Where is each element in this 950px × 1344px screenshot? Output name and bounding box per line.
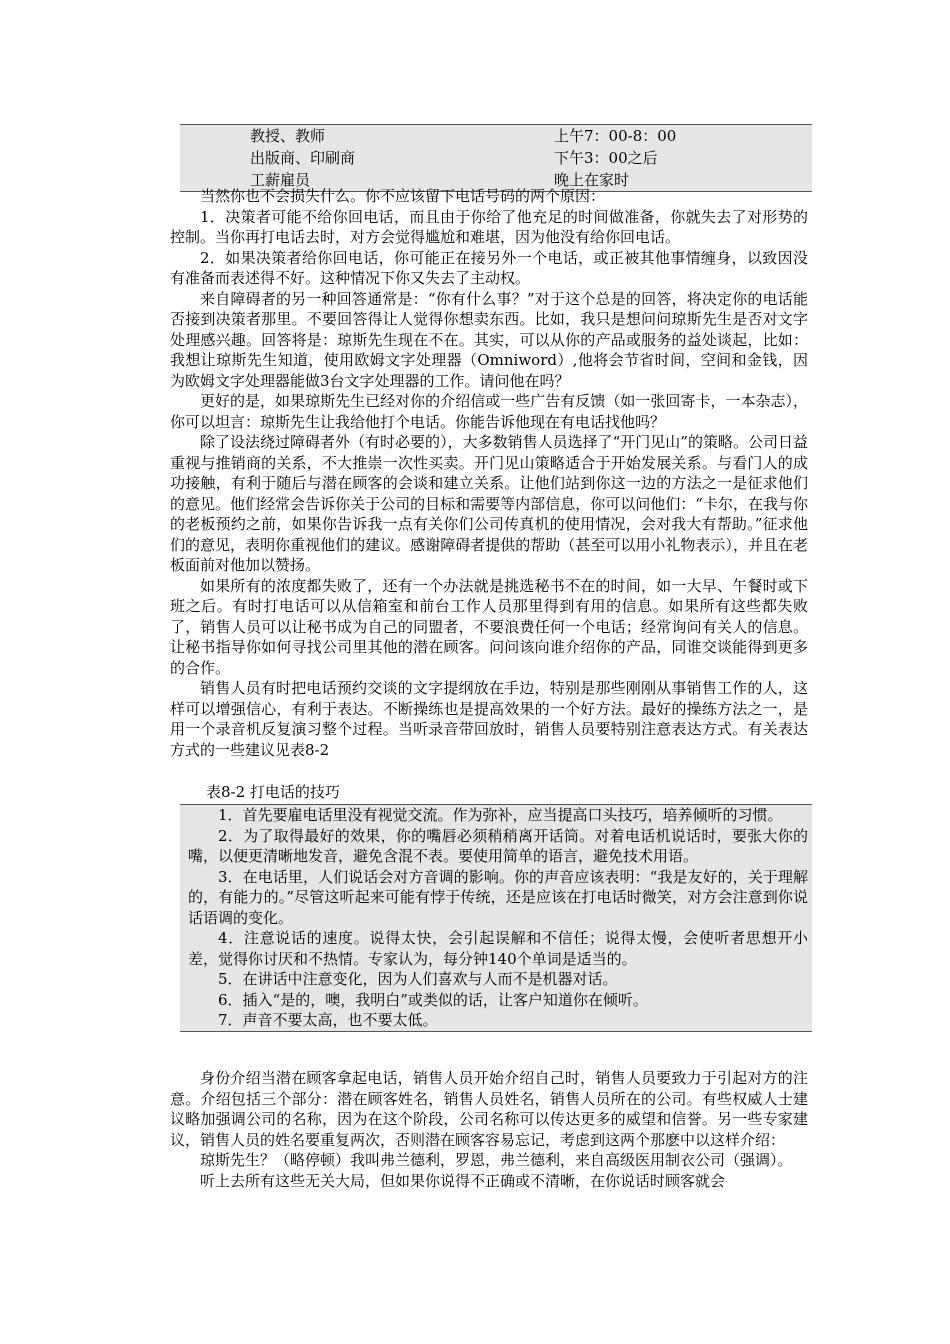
paragraph: 除了设法绕过障碍者外（有时必要的），大多数销售人员选择了“开门见山”的策略。公司日益重视与推销商的关系，不大推崇一次性买卖。开门见山策略适合于开始发展关系。与看门人的成功接触，有利于随后与潜在顾客的会谈和建立关系。让他们站到你这一边的方法之一是征求他们的意见。他们经常会告诉你关于公司的目标和需要等内部信息，你可以问他们：“卡尔，在我与你的老板预约之前，如果你告诉我一点有关你们公司传真机的使用情况，会对我大有帮助。”征求他们的意见，表明你重视他们的建议。感谢障碍者提供的帮助（甚至可以用小礼物表示），并且在老板面前对他加以赞扬。	[170, 433, 808, 574]
tip-item: 5．在讲话中注意变化，因为人们喜欢与人而不是机器对话。	[218, 970, 618, 988]
paragraph: 身份介绍当潜在顾客拿起电话，销售人员开始介绍自己时，销售人员要致力于引起对方的注意。介绍包括三个部分：潜在顾客姓名，销售人员姓名，销售人员所在的公司。有些权威人士建议略加强调公司的名称，因为在这个阶段，公司名称可以传达更多的威望和信誉。另一些专家建议，销售人员的姓名要重复两次，否则潜在顾客容易忘记，考虑到这两个那麽中以这样介绍：	[170, 1069, 808, 1149]
paragraph: 琼斯先生？（略停顿）我叫弗兰德利，罗恩，弗兰德利，来自高级医用制衣公司（强调）。	[200, 1151, 793, 1169]
tip-item: 6．插入“是的，噢，我明白”或类似的话，让客户知道你在倾听。	[218, 990, 648, 1009]
schedule-table	[180, 124, 812, 192]
paragraph: 1．决策者可能不给你回电话，而且由于你给了他充足的时间做准备，你就失去了对形势的控制。当你再打电话去时，对方会觉得尴尬和难堪，因为他没有给你回电话。	[170, 207, 808, 246]
phone-tips-table	[180, 804, 812, 1032]
table-row	[180, 125, 812, 147]
paragraph: 当然你也不会损失什么。你不应该留下电话号码的两个原因：	[200, 187, 606, 205]
table-cell-when: 晚上在家时	[554, 171, 630, 189]
paragraph: 如果所有的浓度都失败了，还有一个办法就是挑选秘书不在的时间，如一大早、午餐时或下班之后。有时打电话可以从信箱室和前台工作人员那里得到有用的信息。如果所有这些都失败了，销售人员可以让秘书成为自己的同盟者，不要浪费任何一个电话；经常询问有关人的信息。让秘书指导你如何寻找公司里其他的潜在顾客。问问该向谁介绍你的产品，同谁交谈能得到更多的合作。	[170, 576, 808, 677]
table-cell-who: 出版商、印刷商	[250, 149, 356, 167]
body-section-1	[170, 186, 808, 760]
paragraph: 听上去所有这些无关大局，但如果你说得不正确或不清晰，在你说话时顾客就会	[200, 1171, 726, 1190]
paragraph: 2．如果决策者给你回电话，你可能正在接另外一个电话，或正被其他事情缠身，以致因没有准备而表述得不好。这种情况下你又失去了主动权。	[170, 248, 808, 287]
tip-item: 2．为了取得最好的效果，你的嘴唇必须稍稍离开话筒。对着电话机说话时，要张大你的嘴，以便更清晰地发音，避免含混不表。要使用简单的语言，避免技术用语。	[188, 826, 808, 865]
body-section-2	[170, 1068, 808, 1191]
paragraph: 来自障碍者的另一种回答通常是：“你有什么事？”对于这个总是的回答，将决定你的电话能否接到决策者那里。不要回答得让人觉得你想卖东西。比如，我只是想问问琼斯先生是否对文字处理感兴趣。回答将是：琼斯先生现在不在。其实，可以从你的产品或服务的益处谈起，比如：我想让琼斯先生知道，使用欧姆文字处理器（Omniword）,他将会节省时间，空间和金钱，因为欧姆文字处理器能做3台文字处理器的工作。请问他在吗？	[170, 289, 808, 390]
tip-item: 1．首先要雇电话里没有视觉交流。作为弥补，应当提高口头技巧，培养倾听的习惯。	[218, 806, 783, 824]
table-caption: 表8-2 打电话的技巧	[206, 783, 340, 801]
tip-item: 4．注意说话的速度。说得太快，会引起误解和不信任；说得太慢，会使听者思想开小差，觉得你讨厌和不热情。专家认为，每分钟140个单词是适当的。	[188, 929, 808, 968]
paragraph: 更好的是，如果琼斯先生已经对你的介绍信或一些广告有反馈（如一张回寄卡，一本杂志），你可以坦言：琼斯先生让我给他打个电话。你能告诉他现在有电话找他吗？	[170, 392, 808, 431]
tip-item: 7．声音不要太高，也不要太低。	[218, 1011, 438, 1029]
table-cell-who: 教授、教师	[250, 127, 326, 145]
table-cell-who: 工薪雇员	[250, 171, 311, 189]
table-row	[180, 147, 812, 169]
table-cell-when: 上午7：00-8：00	[554, 127, 677, 145]
tip-item: 3．在电话里，人们说话会对方音调的影响。你的声音应该表明：“我是友好的，关于理解的，有能力的。”尽管这听起来可能有悖于传统，还是应该在打电话时微笑，对方会注意到你说话语调的变化。	[188, 867, 808, 927]
paragraph: 销售人员有时把电话预约交谈的文字提纲放在手边，特别是那些刚刚从事销售工作的人，这样可以增强信心，有利于表达。不断操练也是提高效果的一个好方法。最好的操练方法之一，是用一个录音机反复演习整个过程。当听录音带回放时，销售人员要特别注意表达方式。有关表达方式的一些建议见表8-2	[170, 679, 808, 759]
table-cell-when: 下午3：00之后	[554, 149, 658, 167]
